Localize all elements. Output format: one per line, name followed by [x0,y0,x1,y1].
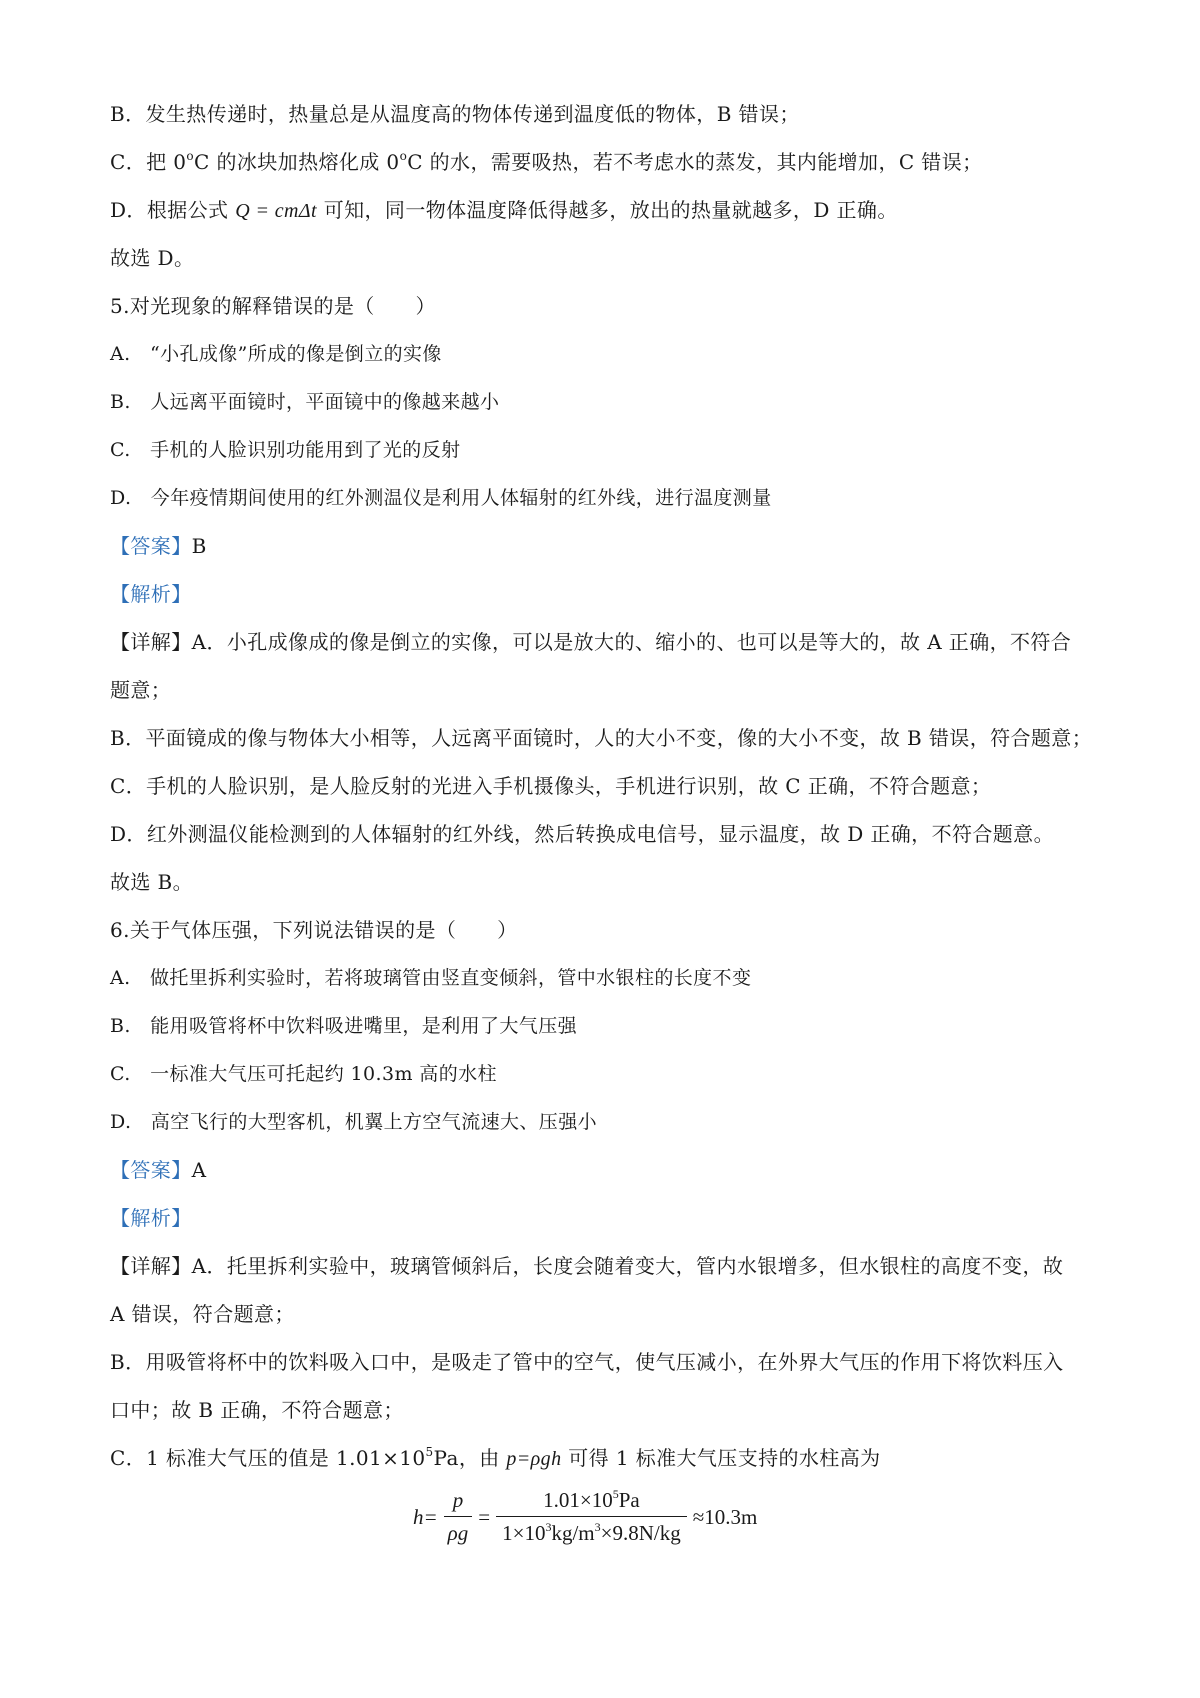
q5-detail-line-3: B．平面镜成的像与物体大小相等，人远离平面镜时，人的大小不变，像的大小不变，故 B 错误，符合题意； [110,726,1093,750]
answer-tag: 【答案】 [110,1158,192,1182]
q4-conclusion: 故选 D。 [110,246,195,270]
q4-option-d-explanation: D．根据公式 Q = cmΔt 可知，同一物体温度降低得越多，放出的热量就越多，D 正确。 [110,198,898,222]
q6-stem: 6.关于气体压强，下列说法错误的是（ ） [110,918,518,942]
answer-tag: 【答案】 [110,534,192,558]
q6-answer [110,1156,1105,1184]
q6-detail-line-5: C．1 标准大气压的值是 $1.01\times 10^5Pa$，由 p=ρgh 可得 1 标准大气压支持的水柱高为 [110,1445,881,1470]
q5-detail-line-2: 题意； [110,678,172,702]
q6-detail-line-2: A 错误，符合题意； [110,1302,295,1326]
answer-value: B [191,534,207,558]
q5-option-d: D. 今年疫情期间使用的红外测温仪是利用人体辐射的红外线，进行温度测量 [110,487,772,509]
q6-option-d: D. 高空飞行的大型客机，机翼上方空气流速大、压强小 [110,1111,597,1133]
degree-superscript: o [399,149,408,163]
equation-result: ≈10.3m [692,1504,758,1529]
degree-superscript: o [186,149,195,163]
q5-conclusion: 故选 B。 [110,870,194,894]
q5-detail-line-4: C．手机的人脸识别，是人脸反射的光进入手机摄像头，手机进行识别，故 C 正确，不符合题意； [110,774,992,798]
q5-option-b: B. 人远离平面镜时，平面镜中的像越来越小 [110,391,500,413]
q5-analysis-tag: 【解析】 [110,582,192,606]
pressure-formula: p=ρgh [506,1448,562,1470]
q5-answer [110,532,1105,560]
detail-tag: 【详解】 [110,1254,192,1278]
q4-option-c-explanation: C．把 0$^o$C 的冰块加热熔化成 0$^o$C 的水，需要吸热，若不考虑水的蒸发，其内能增加，C 错误； [110,149,983,174]
q6-option-b: B. 能用吸管将杯中饮料吸进嘴里，是利用了大气压强 [110,1015,578,1037]
q5-option-a: A. “小孔成像”所成的像是倒立的实像 [110,343,442,365]
equation-lhs: h= [413,1504,438,1529]
heat-formula: Q = cmΔt [235,200,317,222]
fraction-numeric: $\frac{1.01\times 10^5Pa}{1\times 10^3kg/m^3\times 9.8N/kg}$ [496,1488,687,1546]
fraction-p-over-rho-g: $\frac{p}{\rho g}$ [444,1488,473,1546]
q6-analysis-tag: 【解析】 [110,1206,192,1230]
q5-stem: 5.对光现象的解释错误的是（ ） [110,294,436,318]
equals-sign: = [478,1504,491,1529]
q4-option-b-explanation: B．发生热传递时，热量总是从温度高的物体传递到温度低的物体，B 错误； [110,102,800,126]
q6-option-a: A. 做托里拆利实验时，若将玻璃管由竖直变倾斜，管中水银柱的长度不变 [110,967,752,989]
detail-tag: 【详解】 [110,630,192,654]
water-column-equation [413,1488,757,1546]
q6-detail-line-3: B．用吸管将杯中的饮料吸入口中，是吸走了管中的空气，使气压减小，在外界大气压的作用下将饮料压入 [110,1350,1064,1374]
q6-detail-line-4: 口中；故 B 正确，不符合题意； [110,1398,404,1422]
q6-option-c: C. 一标准大气压可托起约 10.3m 高的水柱 [110,1063,497,1085]
q5-detail-line-1: 【详解】A．小孔成像成的像是倒立的实像，可以是放大的、缩小的、也可以是等大的，故 A 正确，不符合 [110,630,1072,654]
q6-detail-line-1: 【详解】A．托里拆利实验中，玻璃管倾斜后，长度会随着变大，管内水银增多，但水银柱的高度不变，故 [110,1254,1064,1278]
q5-detail-line-5: D．红外测温仪能检测到的人体辐射的红外线，然后转换成电信号，显示温度，故 D 正确，不符合题意。 [110,822,1054,846]
answer-value: A [191,1158,207,1182]
q5-option-c: C. 手机的人脸识别功能用到了光的反射 [110,439,461,461]
